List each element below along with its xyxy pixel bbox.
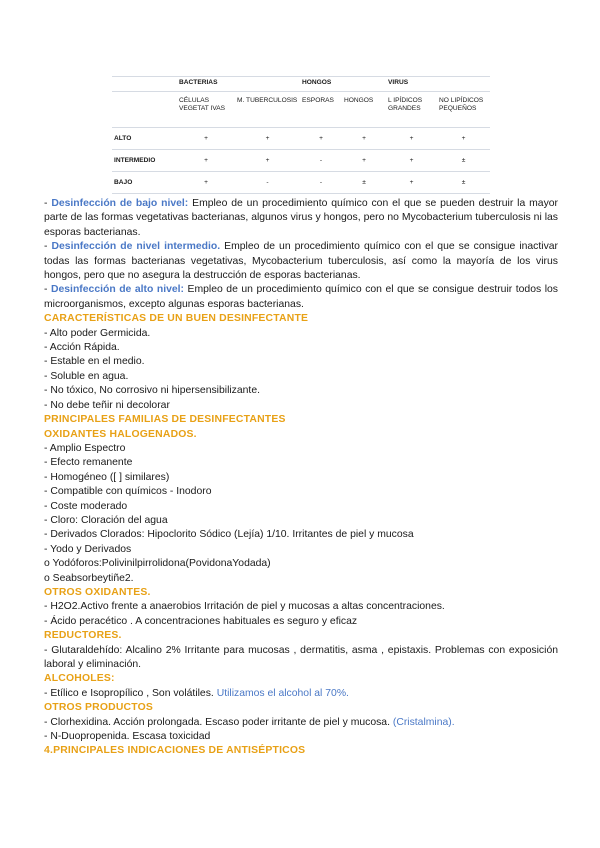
- table-cell: +: [437, 128, 490, 150]
- disinfection-level-table: [112, 76, 490, 194]
- list-item: - Derivados Clorados: Hipoclorito Sódico (Lejía) 1/10. Irritantes de piel y mucosa: [44, 529, 414, 541]
- list-item: - Alto poder Germicida.: [44, 327, 151, 339]
- level-label: ALTO: [112, 128, 177, 150]
- list-item: - Etílico e Isopropílico , Son volátiles. Utilizamos el alcohol al 70%.: [44, 687, 349, 699]
- list-item: - No debe teñir ni decolorar: [44, 399, 170, 411]
- table-row: [112, 150, 490, 172]
- table-cell: +: [235, 128, 300, 150]
- list-item: - Homogéneo ([ ] similares): [44, 471, 170, 483]
- term-nivel-intermedio: Desinfección de nivel intermedio.: [51, 241, 221, 253]
- clorhexidina-note: (Cristalmina).: [392, 716, 455, 728]
- list-item: - Cloro: Cloración del agua: [44, 514, 168, 526]
- table-row: [112, 128, 490, 150]
- definition-bajo-nivel: - Desinfección de bajo nivel: Empleo de un procedimiento químico con el que se pueden destruir la mayor parte de las formas vegetativas bacterianas, algunos virus y hongos, pero no Mycobacterium tuberculosis ni las esporas bacterianas.: [44, 198, 559, 238]
- list-item: - Yodo y Derivados: [44, 543, 132, 555]
- table-cell: +: [342, 150, 386, 172]
- table-cell: +: [300, 128, 342, 150]
- subheader-m-tuberculosis: M. TUBERCULOSIS: [235, 92, 300, 128]
- table-cell: -: [300, 150, 342, 172]
- heading-otros-oxidantes: OTROS OXIDANTES.: [44, 586, 151, 598]
- table-cell: -: [235, 172, 300, 194]
- heading-caracteristicas: CARACTERÍSTICAS DE UN BUEN DESINFECTANTE: [44, 313, 309, 325]
- definition-alto-nivel: - Desinfección de alto nivel: Empleo de un procedimiento químico con el que se consigue destruir todos los microorganismos, excepto algunas esporas bacterianas.: [44, 284, 558, 310]
- table-cell: +: [342, 128, 386, 150]
- table-cell: +: [386, 172, 437, 194]
- subheader-esporas: ESPORAS: [300, 92, 342, 128]
- group-bacterias: BACTERIAS: [177, 77, 300, 92]
- list-item: - N-Duopropenida. Escasa toxicidad: [44, 731, 211, 743]
- definition-nivel-intermedio: - Desinfección de nivel intermedio. Empleo de un procedimiento químico con el que se consigue inactivar todas las formas bacterianas vegetativas, Mycobacterium tuberculosis, así como la mayoría de los virus hongos, pero que no asegura la destrucción de esporas bacterianas.: [44, 241, 559, 282]
- list-item: - Glutaraldehído: Alcalino 2% Irritante para mucosas , dermatitis, asma , epistaxis. Problemas con exposición laboral y eliminación.: [44, 644, 558, 670]
- table-row: [112, 172, 490, 194]
- list-item: - Compatible con químicos - Inodoro: [44, 486, 212, 498]
- subheader-celulas-vegetativas: CÉLULAS VEGETAT IVAS: [177, 92, 235, 128]
- table-cell: ±: [342, 172, 386, 194]
- heading-alcoholes: ALCOHOLES:: [44, 673, 115, 685]
- list-item: - Soluble en agua.: [44, 370, 129, 382]
- table-cell: +: [386, 128, 437, 150]
- table-cell: ±: [437, 150, 490, 172]
- table-cell: +: [177, 128, 235, 150]
- term-alto-nivel: Desinfección de alto nivel:: [51, 284, 185, 296]
- group-virus: VIRUS: [386, 77, 490, 92]
- list-item: - No tóxico, No corrosivo ni hipersensibilizante.: [44, 385, 260, 397]
- heading-indicaciones-antisepticos: 4.PRINCIPALES INDICACIONES DE ANTISÉPTICOS: [44, 745, 306, 757]
- heading-reductores: REDUCTORES.: [44, 630, 122, 642]
- document-body: [44, 197, 558, 759]
- list-item: - H2O2.Activo frente a anaerobios Irritación de piel y mucosas a altas concentraciones.: [44, 601, 445, 613]
- subheader-hongos: HONGOS: [342, 92, 386, 128]
- subheader-no-lipidicos-pequenos: NO LIPÍDICOS PEQUEÑOS: [437, 92, 490, 128]
- list-item: - Efecto remanente: [44, 457, 133, 469]
- list-item: - Estable en el medio.: [44, 356, 145, 368]
- list-item: - Amplio Espectro: [44, 442, 126, 454]
- table-cell: -: [300, 172, 342, 194]
- level-label: BAJO: [112, 172, 177, 194]
- level-label: INTERMEDIO: [112, 150, 177, 172]
- list-item: o Yodóforos:Polivinilpirrolidona(PovidonaYodada): [44, 558, 271, 570]
- table-cell: ±: [437, 172, 490, 194]
- list-item: - Ácido peracético . A concentraciones habituales es seguro y eficaz: [44, 615, 358, 627]
- table-cell: +: [386, 150, 437, 172]
- alcohol-note: Utilizamos el alcohol al 70%.: [216, 687, 349, 699]
- table-cell: +: [177, 150, 235, 172]
- table-cell: +: [235, 150, 300, 172]
- term-bajo-nivel: Desinfección de bajo nivel:: [51, 198, 189, 209]
- list-item: - Acción Rápida.: [44, 342, 120, 354]
- table-cell: +: [177, 172, 235, 194]
- heading-otros-productos: OTROS PRODUCTOS: [44, 702, 154, 714]
- list-item: - Coste moderado: [44, 500, 128, 512]
- group-hongos: HONGOS: [300, 77, 386, 92]
- table-group-header-row: [112, 77, 490, 92]
- subheader-lipidicos-grandes: L IPÍDICOS GRANDES: [386, 92, 437, 128]
- table-subheader-row: [112, 92, 490, 128]
- list-item: o Seabsorbeytiñe2.: [44, 572, 134, 584]
- heading-oxidantes-halogenados: OXIDANTES HALOGENADOS.: [44, 428, 197, 440]
- list-item: - Clorhexidina. Acción prolongada. Escaso poder irritante de piel y mucosa. (Cristalmina).: [44, 716, 455, 728]
- heading-principales-familias: PRINCIPALES FAMILIAS DE DESINFECTANTES: [44, 414, 286, 426]
